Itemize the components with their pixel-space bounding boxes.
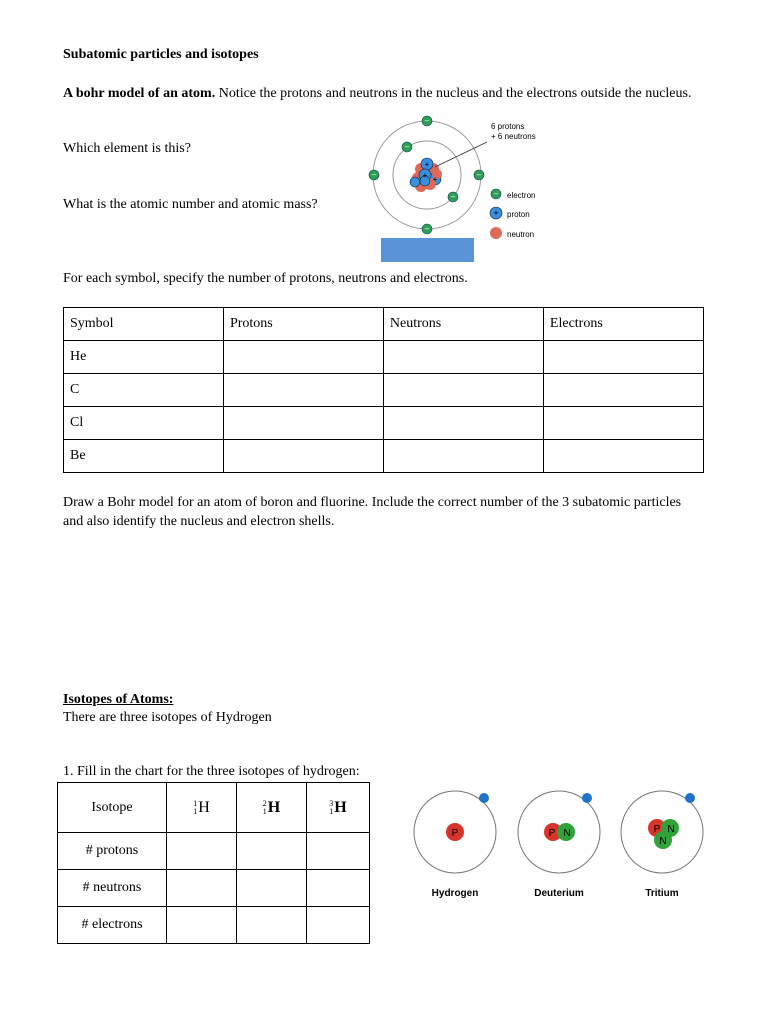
answer-cell[interactable] [167, 833, 237, 870]
answer-cell[interactable] [167, 907, 237, 944]
isotope-corner-label: Isotope [58, 783, 167, 833]
svg-text:P: P [653, 824, 661, 835]
svg-text:P: P [548, 828, 556, 839]
answer-cell[interactable] [223, 374, 383, 407]
answer-cell[interactable] [383, 440, 543, 473]
bohr-intro-paragraph [63, 84, 703, 103]
isotope-column-h2: 2 1H [237, 783, 307, 833]
page-title: Subatomic particles and isotopes [63, 47, 259, 62]
answer-cell[interactable] [167, 870, 237, 907]
callout-protons: 6 protons [491, 122, 525, 131]
isotope-column-h1: 1 1H [167, 783, 237, 833]
hydrogen-atom [414, 791, 496, 899]
draw-instruction: Draw a Bohr model for an atom of boron and fluorine. Include the correct number of the 3 subatomic particles and also identify the nucleus and electron shells. [63, 495, 682, 529]
answer-cell[interactable] [307, 870, 370, 907]
svg-text:–: – [371, 170, 377, 179]
answer-cell[interactable] [223, 341, 383, 374]
legend-electron-label: electron [507, 191, 536, 200]
legend-neutron-label: neutron [507, 230, 535, 239]
answer-cell[interactable] [223, 440, 383, 473]
answer-cell[interactable] [543, 440, 703, 473]
question-element: Which element is this? [63, 141, 191, 156]
answer-cell[interactable] [307, 833, 370, 870]
symbol-cell: Be [64, 440, 224, 473]
svg-text:+: + [493, 208, 499, 218]
answer-cell[interactable] [543, 341, 703, 374]
table-row [58, 907, 370, 944]
answer-cell[interactable] [543, 374, 703, 407]
legend-neutron-icon [490, 227, 502, 239]
isotopes-subheading: There are three isotopes of Hydrogen [63, 710, 272, 725]
question-atomic-numbers: What is the atomic number and atomic mass? [63, 197, 318, 212]
answer-cell[interactable] [237, 833, 307, 870]
table-row [58, 833, 370, 870]
answer-cell[interactable] [307, 907, 370, 944]
svg-text:N: N [563, 828, 571, 839]
table-row [64, 440, 704, 473]
table-row [64, 341, 704, 374]
svg-text:N: N [667, 824, 675, 835]
deuterium-atom [518, 791, 600, 899]
legend-proton-label: proton [507, 210, 530, 219]
isotope-row-label: # neutrons [58, 870, 167, 907]
svg-text:+: + [422, 171, 428, 180]
bohr-model-diagram [365, 112, 555, 264]
isotope-row-label: # electrons [58, 907, 167, 944]
tritium-label: Tritium [645, 888, 679, 899]
header-symbol: Symbol [64, 308, 224, 341]
electron-particle [685, 793, 695, 803]
callout-neutrons: + 6 neutrons [491, 132, 536, 141]
isotope-row-label: # protons [58, 833, 167, 870]
svg-text:–: – [424, 116, 430, 125]
svg-text:P: P [451, 828, 459, 839]
answer-cell[interactable] [383, 374, 543, 407]
table-header-row [64, 308, 704, 341]
table-row [64, 374, 704, 407]
answer-cell[interactable] [543, 407, 703, 440]
svg-text:–: – [424, 224, 430, 233]
symbols-instruction: For each symbol, specify the number of protons, neutrons and electrons. [63, 271, 468, 286]
isotopes-heading: Isotopes of Atoms: [63, 692, 174, 707]
symbol-cell: C [64, 374, 224, 407]
svg-text:–: – [404, 142, 410, 151]
hydrogen-isotopes-diagram [408, 780, 713, 905]
electron-particle [582, 793, 592, 803]
table-row [58, 870, 370, 907]
answer-cell[interactable] [237, 907, 307, 944]
bohr-intro-text: Notice the protons and neutrons in the nucleus and the electrons outside the nucleus. [215, 86, 692, 101]
svg-text:+: + [424, 160, 430, 169]
isotope-column-h3: 3 1H [307, 783, 370, 833]
table-row [64, 407, 704, 440]
deuterium-label: Deuterium [534, 888, 584, 899]
symbol-cell: Cl [64, 407, 224, 440]
isotopes-instruction: 1. Fill in the chart for the three isotopes of hydrogen: [63, 764, 360, 779]
svg-text:–: – [450, 192, 456, 201]
hydrogen-label: Hydrogen [431, 888, 479, 899]
tritium-atom [621, 791, 703, 899]
svg-text:–: – [476, 170, 482, 179]
symbol-cell: He [64, 341, 224, 374]
isotope-table [57, 782, 370, 944]
answer-cell[interactable] [223, 407, 383, 440]
diagram-stand [381, 238, 474, 262]
header-electrons: Electrons [543, 308, 703, 341]
answer-cell[interactable] [383, 341, 543, 374]
answer-cell[interactable] [237, 870, 307, 907]
answer-cell[interactable] [383, 407, 543, 440]
symbol-table [63, 307, 704, 473]
header-neutrons: Neutrons [383, 308, 543, 341]
svg-text:+: + [432, 175, 438, 184]
bohr-heading: A bohr model of an atom. [63, 86, 216, 101]
svg-text:N: N [659, 836, 667, 847]
isotope-header-row [58, 783, 370, 833]
electron-particle [479, 793, 489, 803]
header-protons: Protons [223, 308, 383, 341]
nucleus [410, 158, 442, 192]
svg-text:–: – [493, 189, 499, 198]
